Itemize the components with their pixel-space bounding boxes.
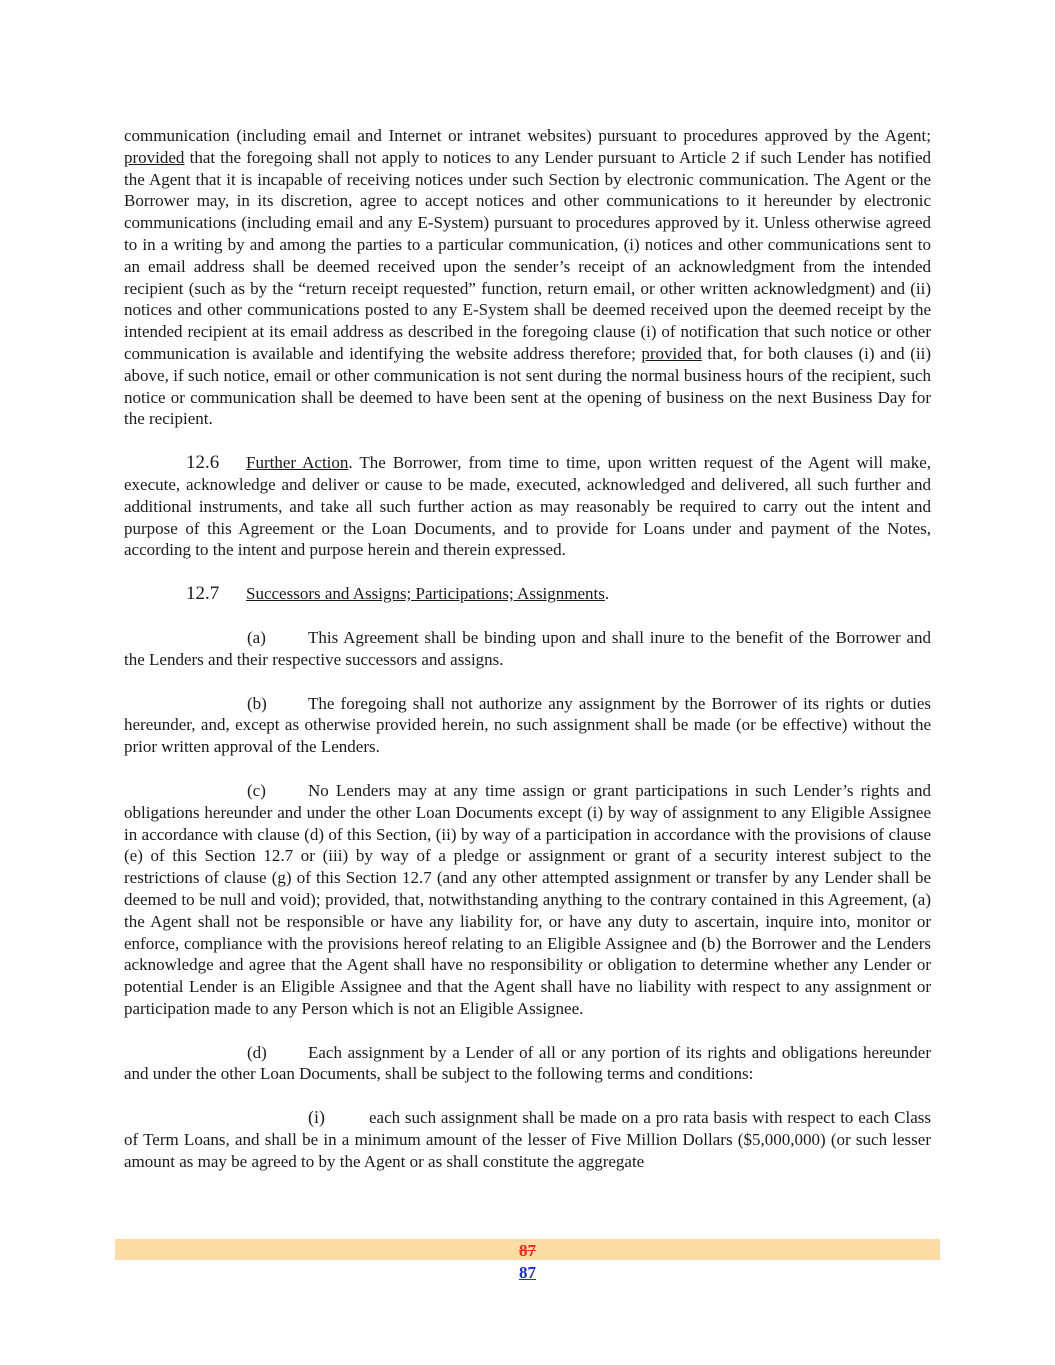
section-12-6-body: . The Borrower, from time to time, upon written request of the Agent will make, execute, acknowledge and deliver or cause to be made, executed, acknowledged and delivered, all such further and additional instruments, and take all such further action as may reasonably be required to carry out the intent and purpose of this Agreement or the Loan Documents, and to provide for Loans under and payment of the Notes, according to the intent and purpose herein and therein expressed. — [124, 453, 931, 560]
clause-b-paragraph — [124, 693, 931, 758]
clause-c-paragraph — [124, 780, 931, 1020]
clause-d-i-text: each such assignment shall be made on a pro rata basis with respect to each Class of Term Loans, and shall be in a minimum amount of the lesser of Five Million Dollars ($5,000,000) (or such lesser amount as may be agreed to by the Agent or as shall constitute the aggregate — [124, 1108, 931, 1171]
intro-text-1: communication (including email and Internet or intranet websites) pursuant to procedures approved by the Agent; — [124, 126, 931, 145]
deleted-page-number: 87 — [519, 1241, 536, 1260]
section-12-7-heading — [124, 583, 931, 605]
section-12-7-title: Successors and Assigns; Participations; Assignments — [246, 584, 605, 604]
intro-text-2: that the foregoing shall not apply to notices to any Lender pursuant to Article 2 if such Lender has notified the Agent that it is incapable of receiving notices under such Section by electronic communication. The Agent or the Borrower may, in its discretion, agree to accept notices and other communications to it hereunder by electronic communications (including email and any E-System) pursuant to procedures approved by it. Unless otherwise agreed to in a writing by and among the parties to a particular communication, (i) notices and other communications sent to an email address shall be deemed received upon the sender’s receipt of an acknowledgment from the intended recipient (such as by the “return receipt requested” function, return email, or other written acknowledgment) and (ii) notices and other communications posted to any E-System shall be deemed received upon the deemed receipt by the intended recipient at its email address as described in the foregoing clause (i) of notification that such notice or other communication is available and identifying the website address therefore; — [124, 147, 931, 363]
clause-d-text: Each assignment by a Lender of all or any portion of its rights and obligations hereunder and under the other Loan Documents, shall be subject to the following terms and conditions: — [124, 1042, 931, 1084]
clause-b-text: The foregoing shall not authorize any assignment by the Borrower of its rights or duties hereunder, and, except as otherwise provided herein, no such assignment shall be made (or be effective) without the prior written approval of the Lenders. — [124, 693, 931, 757]
clause-a-paragraph — [124, 627, 931, 671]
provided-term-1: provided — [124, 147, 185, 167]
intro-text-3: that, for both clauses (i) and (ii) above, if such notice, email or other communication is not sent during the normal business hours of the recipient, such notice or communication shall be deemed to have been sent at the opening of business on the next Business Day for the recipient. — [124, 343, 931, 429]
section-12-7-number: 12.7 — [186, 583, 220, 605]
clause-d-i-paragraph — [124, 1107, 931, 1172]
clause-d-i-label: (i) — [308, 1107, 325, 1128]
clause-a-label: (a) — [247, 627, 266, 647]
section-12-6-paragraph — [124, 452, 931, 561]
provided-term-2: provided — [641, 343, 702, 363]
document-body — [124, 125, 931, 1173]
clause-d-label: (d) — [247, 1042, 267, 1062]
section-12-7-period: . — [604, 584, 610, 604]
clause-b-label: (b) — [247, 693, 267, 713]
section-12-6-number: 12.6 — [186, 452, 220, 474]
clause-c-label: (c) — [247, 780, 266, 800]
clause-d-paragraph — [124, 1042, 931, 1086]
clause-a-text: This Agreement shall be binding upon and shall inure to the benefit of the Borrower and the Lenders and their respective successors and assigns. — [124, 627, 931, 669]
clause-c-text: No Lenders may at any time assign or grant participations in such Lender’s rights and obligations hereunder and under the other Loan Documents except (i) by way of assignment to any Eligible Assignee in accordance with clause (d) of this Section, (ii) by way of a participation in accordance with the provisions of clause (e) of this Section 12.7 or (iii) by way of a pledge or assignment or grant of a security interest subject to the restrictions of clause (g) of this Section 12.7 (and any other attempted assignment or transfer by any Lender shall be deemed to be null and void); provided, that, notwithstanding anything to the contrary contained in this Agreement, (a) the Agent shall not be responsible or have any liability for, or have any duty to ascertain, inquire into, monitor or enforce, compliance with the provisions hereof relating to an Eligible Assignee and (b) the Borrower and the Lenders acknowledge and agree that the Agent shall have no responsibility or obligation to determine whether any Lender or potential Lender is an Eligible Assignee and that the Agent shall have no liability with respect to any assignment or participation made to any Person which is not an Eligible Assignee. — [124, 780, 931, 1018]
intro-paragraph — [124, 125, 931, 430]
section-12-6-title: Further Action — [246, 453, 349, 473]
inserted-page-number: 87 — [519, 1263, 536, 1282]
